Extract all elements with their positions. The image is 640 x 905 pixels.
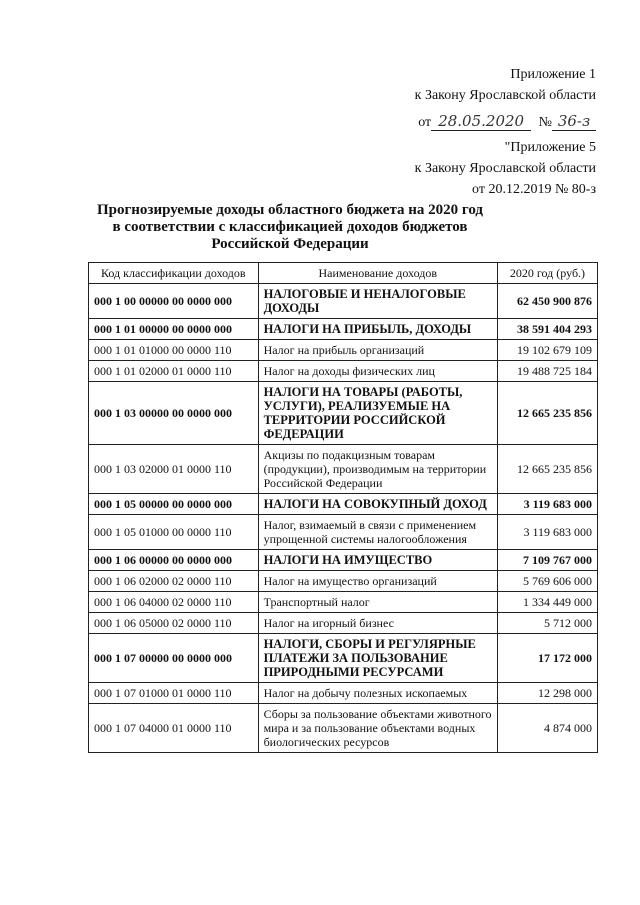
table-row <box>89 361 598 382</box>
row-amount: 19 102 679 109 <box>497 340 597 361</box>
table-row <box>89 284 598 319</box>
header-name: Наименование доходов <box>258 263 497 284</box>
title-line-1: Прогнозируемые доходы областного бюджета на 2020 год <box>96 202 484 218</box>
document-title <box>60 202 520 253</box>
row-amount: 5 769 606 000 <box>497 571 597 592</box>
row-name: Акцизы по подакцизным товарам (продукции), производимым на территории Российской Федерации <box>258 445 497 494</box>
handwritten-date: 28.05.2020 <box>431 112 531 131</box>
appendix-law-ref: к Закону Ярославской области <box>414 88 596 103</box>
header-code: Код классификации доходов <box>89 263 259 284</box>
title-line-3: Российской Федерации <box>211 236 369 252</box>
appendix-block <box>415 64 596 133</box>
table-row <box>89 319 598 340</box>
row-name: НАЛОГОВЫЕ И НЕНАЛОГОВЫЕ ДОХОДЫ <box>258 284 497 319</box>
row-code: 000 1 03 02000 01 0000 110 <box>89 445 259 494</box>
table-row <box>89 382 598 445</box>
handwritten-number: 36-з <box>552 112 596 131</box>
table-row <box>89 613 598 634</box>
title-line-2: в соответствии с классификацией доходов бюджетов <box>112 219 468 235</box>
header-amount: 2020 год (руб.) <box>497 263 597 284</box>
table-row <box>89 445 598 494</box>
row-code: 000 1 00 00000 00 0000 000 <box>89 284 259 319</box>
row-code: 000 1 03 00000 00 0000 000 <box>89 382 259 445</box>
row-name: Налог на доходы физических лиц <box>258 361 497 382</box>
appendix-title: Приложение 1 <box>510 67 596 82</box>
prior-appendix-law-ref: к Закону Ярославской области <box>414 161 596 176</box>
table-row <box>89 494 598 515</box>
row-name: Налог на имущество организаций <box>258 571 497 592</box>
row-code: 000 1 05 01000 00 0000 110 <box>89 515 259 550</box>
row-code: 000 1 01 01000 00 0000 110 <box>89 340 259 361</box>
appendix-date-number <box>415 112 596 133</box>
row-name: Налог на прибыль организаций <box>258 340 497 361</box>
row-name: Налог, взимаемый в связи с применением упрощенной системы налогообложения <box>258 515 497 550</box>
row-amount: 12 298 000 <box>497 683 597 704</box>
row-name: НАЛОГИ НА ПРИБЫЛЬ, ДОХОДЫ <box>258 319 497 340</box>
number-prefix: № <box>538 115 552 130</box>
row-code: 000 1 07 00000 00 0000 000 <box>89 634 259 683</box>
row-amount: 7 109 767 000 <box>497 550 597 571</box>
table-body <box>89 284 598 753</box>
table-row <box>89 634 598 683</box>
row-amount: 4 874 000 <box>497 704 597 753</box>
row-name: Налог на игорный бизнес <box>258 613 497 634</box>
row-name: НАЛОГИ НА ИМУЩЕСТВО <box>258 550 497 571</box>
row-amount: 38 591 404 293 <box>497 319 597 340</box>
row-name: Транспортный налог <box>258 592 497 613</box>
table-row <box>89 340 598 361</box>
row-code: 000 1 01 00000 00 0000 000 <box>89 319 259 340</box>
table-row <box>89 704 598 753</box>
row-amount: 12 665 235 856 <box>497 445 597 494</box>
row-amount: 17 172 000 <box>497 634 597 683</box>
row-code: 000 1 06 00000 00 0000 000 <box>89 550 259 571</box>
row-code: 000 1 01 02000 01 0000 110 <box>89 361 259 382</box>
row-name: НАЛОГИ НА ТОВАРЫ (РАБОТЫ, УСЛУГИ), РЕАЛИЗУЕМЫЕ НА ТЕРРИТОРИИ РОССИЙСКОЙ ФЕДЕРАЦИИ <box>258 382 497 445</box>
row-code: 000 1 06 05000 02 0000 110 <box>89 613 259 634</box>
row-name: Налог на добычу полезных ископаемых <box>258 683 497 704</box>
row-amount: 19 488 725 184 <box>497 361 597 382</box>
income-table <box>88 262 598 753</box>
table-row <box>89 550 598 571</box>
row-code: 000 1 06 02000 02 0000 110 <box>89 571 259 592</box>
row-amount: 3 119 683 000 <box>497 494 597 515</box>
row-amount: 5 712 000 <box>497 613 597 634</box>
prior-appendix-title: "Приложение 5 <box>504 140 596 155</box>
row-amount: 62 450 900 876 <box>497 284 597 319</box>
table-row <box>89 571 598 592</box>
table-row <box>89 592 598 613</box>
table-row <box>89 515 598 550</box>
prior-appendix-date: от 20.12.2019 № 80-з <box>472 182 596 197</box>
row-name: НАЛОГИ НА СОВОКУПНЫЙ ДОХОД <box>258 494 497 515</box>
table-row <box>89 683 598 704</box>
row-code: 000 1 07 04000 01 0000 110 <box>89 704 259 753</box>
row-code: 000 1 05 00000 00 0000 000 <box>89 494 259 515</box>
row-amount: 3 119 683 000 <box>497 515 597 550</box>
prior-appendix-block <box>415 137 596 200</box>
date-prefix: от <box>418 115 432 130</box>
row-code: 000 1 06 04000 02 0000 110 <box>89 592 259 613</box>
row-name: НАЛОГИ, СБОРЫ И РЕГУЛЯРНЫЕ ПЛАТЕЖИ ЗА ПОЛЬЗОВАНИЕ ПРИРОДНЫМИ РЕСУРСАМИ <box>258 634 497 683</box>
row-name: Сборы за пользование объектами животного мира и за пользование объектами водных биологических ресурсов <box>258 704 497 753</box>
row-amount: 12 665 235 856 <box>497 382 597 445</box>
row-amount: 1 334 449 000 <box>497 592 597 613</box>
row-code: 000 1 07 01000 01 0000 110 <box>89 683 259 704</box>
table-header-row <box>89 263 598 284</box>
